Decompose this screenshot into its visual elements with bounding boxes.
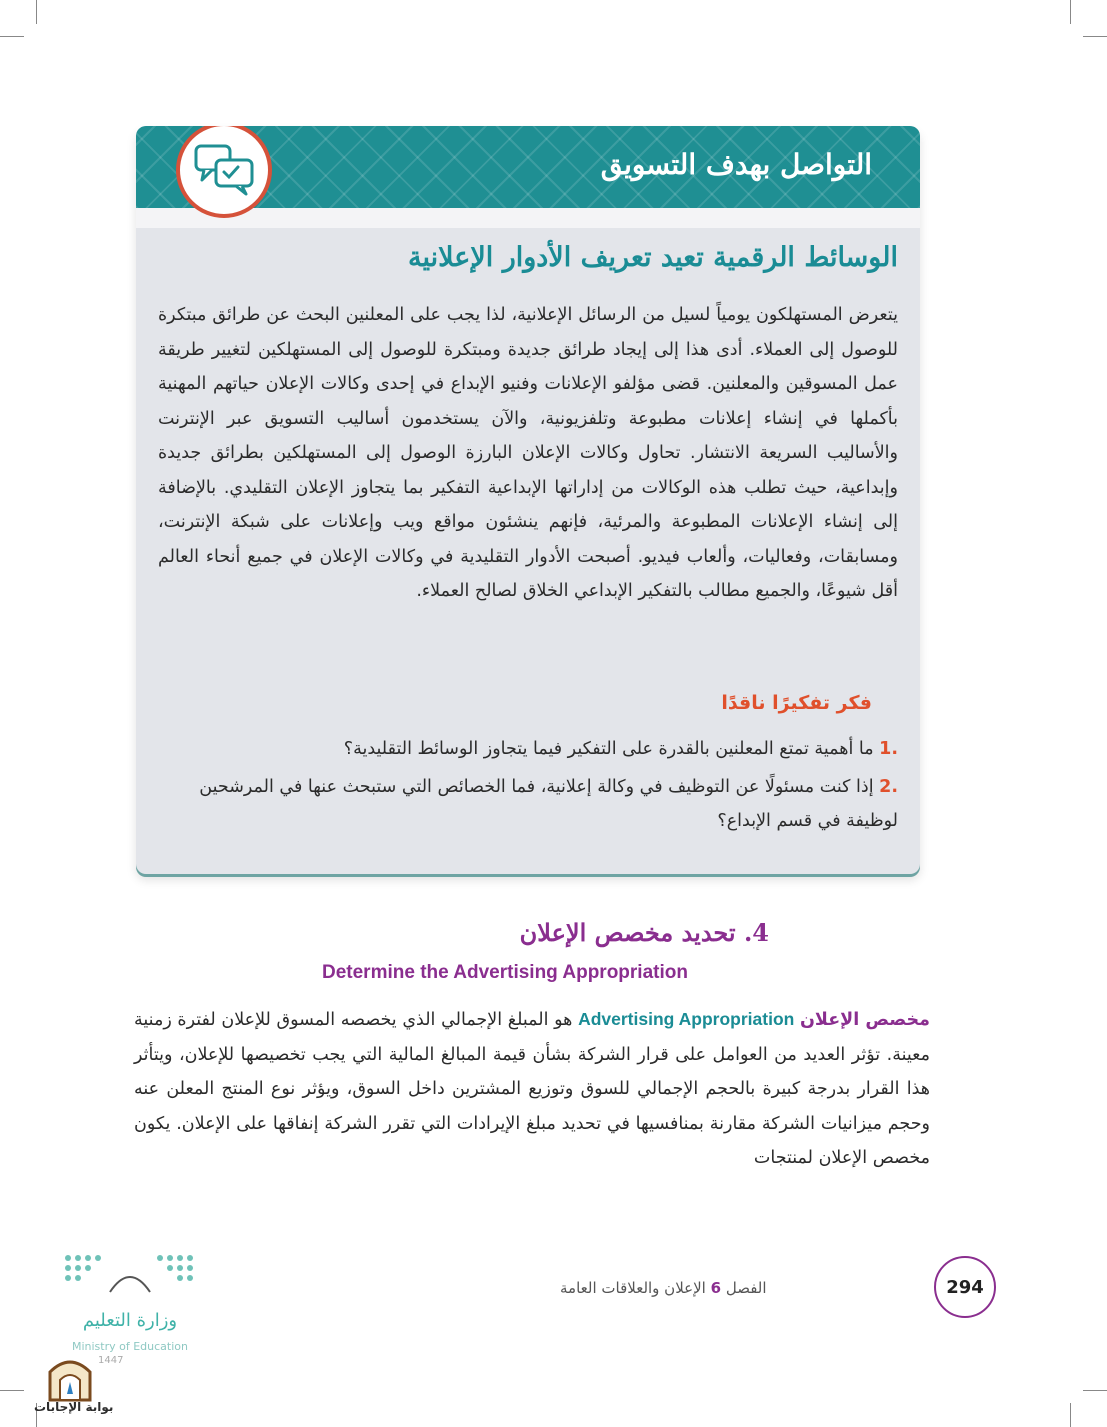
page-number: 294 <box>934 1256 996 1318</box>
section-title-english: Determine the Advertising Appropriation <box>322 962 688 983</box>
question-number: .2 <box>879 777 898 797</box>
infobox-title: التواصل بهدف التسويق <box>600 148 872 181</box>
chapter-title: الإعلان والعلاقات العامة <box>560 1279 706 1297</box>
question-2 <box>158 770 898 838</box>
section-paragraph <box>134 1002 930 1176</box>
ministry-name-arabic: وزارة التعليم <box>82 1310 178 1331</box>
ministry-name-english: Ministry of Education <box>71 1340 188 1353</box>
crop-mark <box>0 36 24 37</box>
question-text: إذا كنت مسئولًا عن التوظيف في وكالة إعلانية، فما الخصائص التي ستبحث عنها في المرشحين لوظيفة في قسم الإبداع؟ <box>199 777 898 831</box>
infobox-subtitle: الوسائط الرقمية تعيد تعريف الأدوار الإعلانية <box>408 242 898 273</box>
crop-mark <box>1083 1390 1107 1391</box>
key-term-english: Advertising Appropriation <box>578 1009 795 1029</box>
chapter-footer <box>560 1279 767 1297</box>
section-title: 4. تحديد مخصص الإعلان <box>519 918 769 947</box>
crop-mark <box>0 1390 24 1391</box>
header-shadow-strip <box>136 208 920 228</box>
chat-bubbles-icon <box>176 126 272 218</box>
crop-mark <box>1083 36 1107 37</box>
section-paragraph-text: هو المبلغ الإجمالي الذي يخصصه المسوق للإعلان لفترة زمنية معينة. تؤثر العديد من العوامل على قرار الشركة بشأن قيمة المبالغ المالية التي يجب تخصيصها للإعلان، ويتأثر هذا القرار بدرجة كبيرة بالحجم الإجمالي للسوق وتوزيع المشترين داخل السوق، ويؤثر نوع المنتج المعلن عنه وحجم ميزانيات الشركة مقارنة بمنافسيها في تحديد مبلغ الإيرادات التي تقرر الشركة إنفاقها على الإعلان. يكون مخصص الإعلان لمنتجات <box>134 1010 930 1168</box>
crop-mark <box>1070 0 1071 24</box>
infobox <box>136 126 920 874</box>
gate-label: بوابة الإجابات <box>34 1400 114 1414</box>
think-critically-heading: فكر تفكيرًا ناقدًا <box>721 692 872 714</box>
question-1 <box>158 732 898 766</box>
question-text: ما أهمية تمتع المعلنين بالقدرة على التفكير فيما يتجاوز الوسائط التقليدية؟ <box>343 739 874 759</box>
ministry-year: 1447 <box>98 1355 124 1366</box>
key-term-arabic: مخصص الإعلان <box>800 1010 930 1030</box>
crop-mark <box>1070 1403 1071 1427</box>
chapter-number: 6 <box>710 1279 722 1297</box>
crop-mark <box>36 0 37 24</box>
question-number: .1 <box>879 739 898 759</box>
chapter-label: الفصل <box>725 1279 767 1297</box>
infobox-paragraph: يتعرض المستهلكون يومياً لسيل من الرسائل الإعلانية، لذا يجب على المعلنين البحث عن طرائق مبتكرة للوصول إلى العملاء. أدى هذا إلى إيجاد طرائق جديدة ومبتكرة للوصول إلى المستهلكين لتغيير طريقة عمل المسوقين والمعلنين. قضى مؤلفو الإعلانات وفنيو الإبداع في إحدى وكالات الإعلان حياتهم المهنية بأكملها في إنشاء إعلانات مطبوعة وتلفزيونية، والآن يستخدمون أساليب التسويق عبر الإنترنت والأساليب السريعة الانتشار. تحاول وكالات الإعلان البارزة الوصول إلى المستهلكين بطرائق جديدة وإبداعية، حيث تطلب هذه الوكالات من إداراتها الإبداعية التفكير بما يتجاوز الإعلان التقليدي. بالإضافة إلى إنشاء الإعلانات المطبوعة والمرئية، فإنهم ينشئون مواقع ويب وإعلانات على شبكة الإنترنت، ومسابقات، وفعاليات، وألعاب فيديو. أصبحت الأدوار التقليدية في وكالات الإعلان في جميع أنحاء العالم أقل شيوعًا، والجميع مطالب بالتفكير الإبداعي الخلاق لصالح العملاء. <box>158 305 898 601</box>
